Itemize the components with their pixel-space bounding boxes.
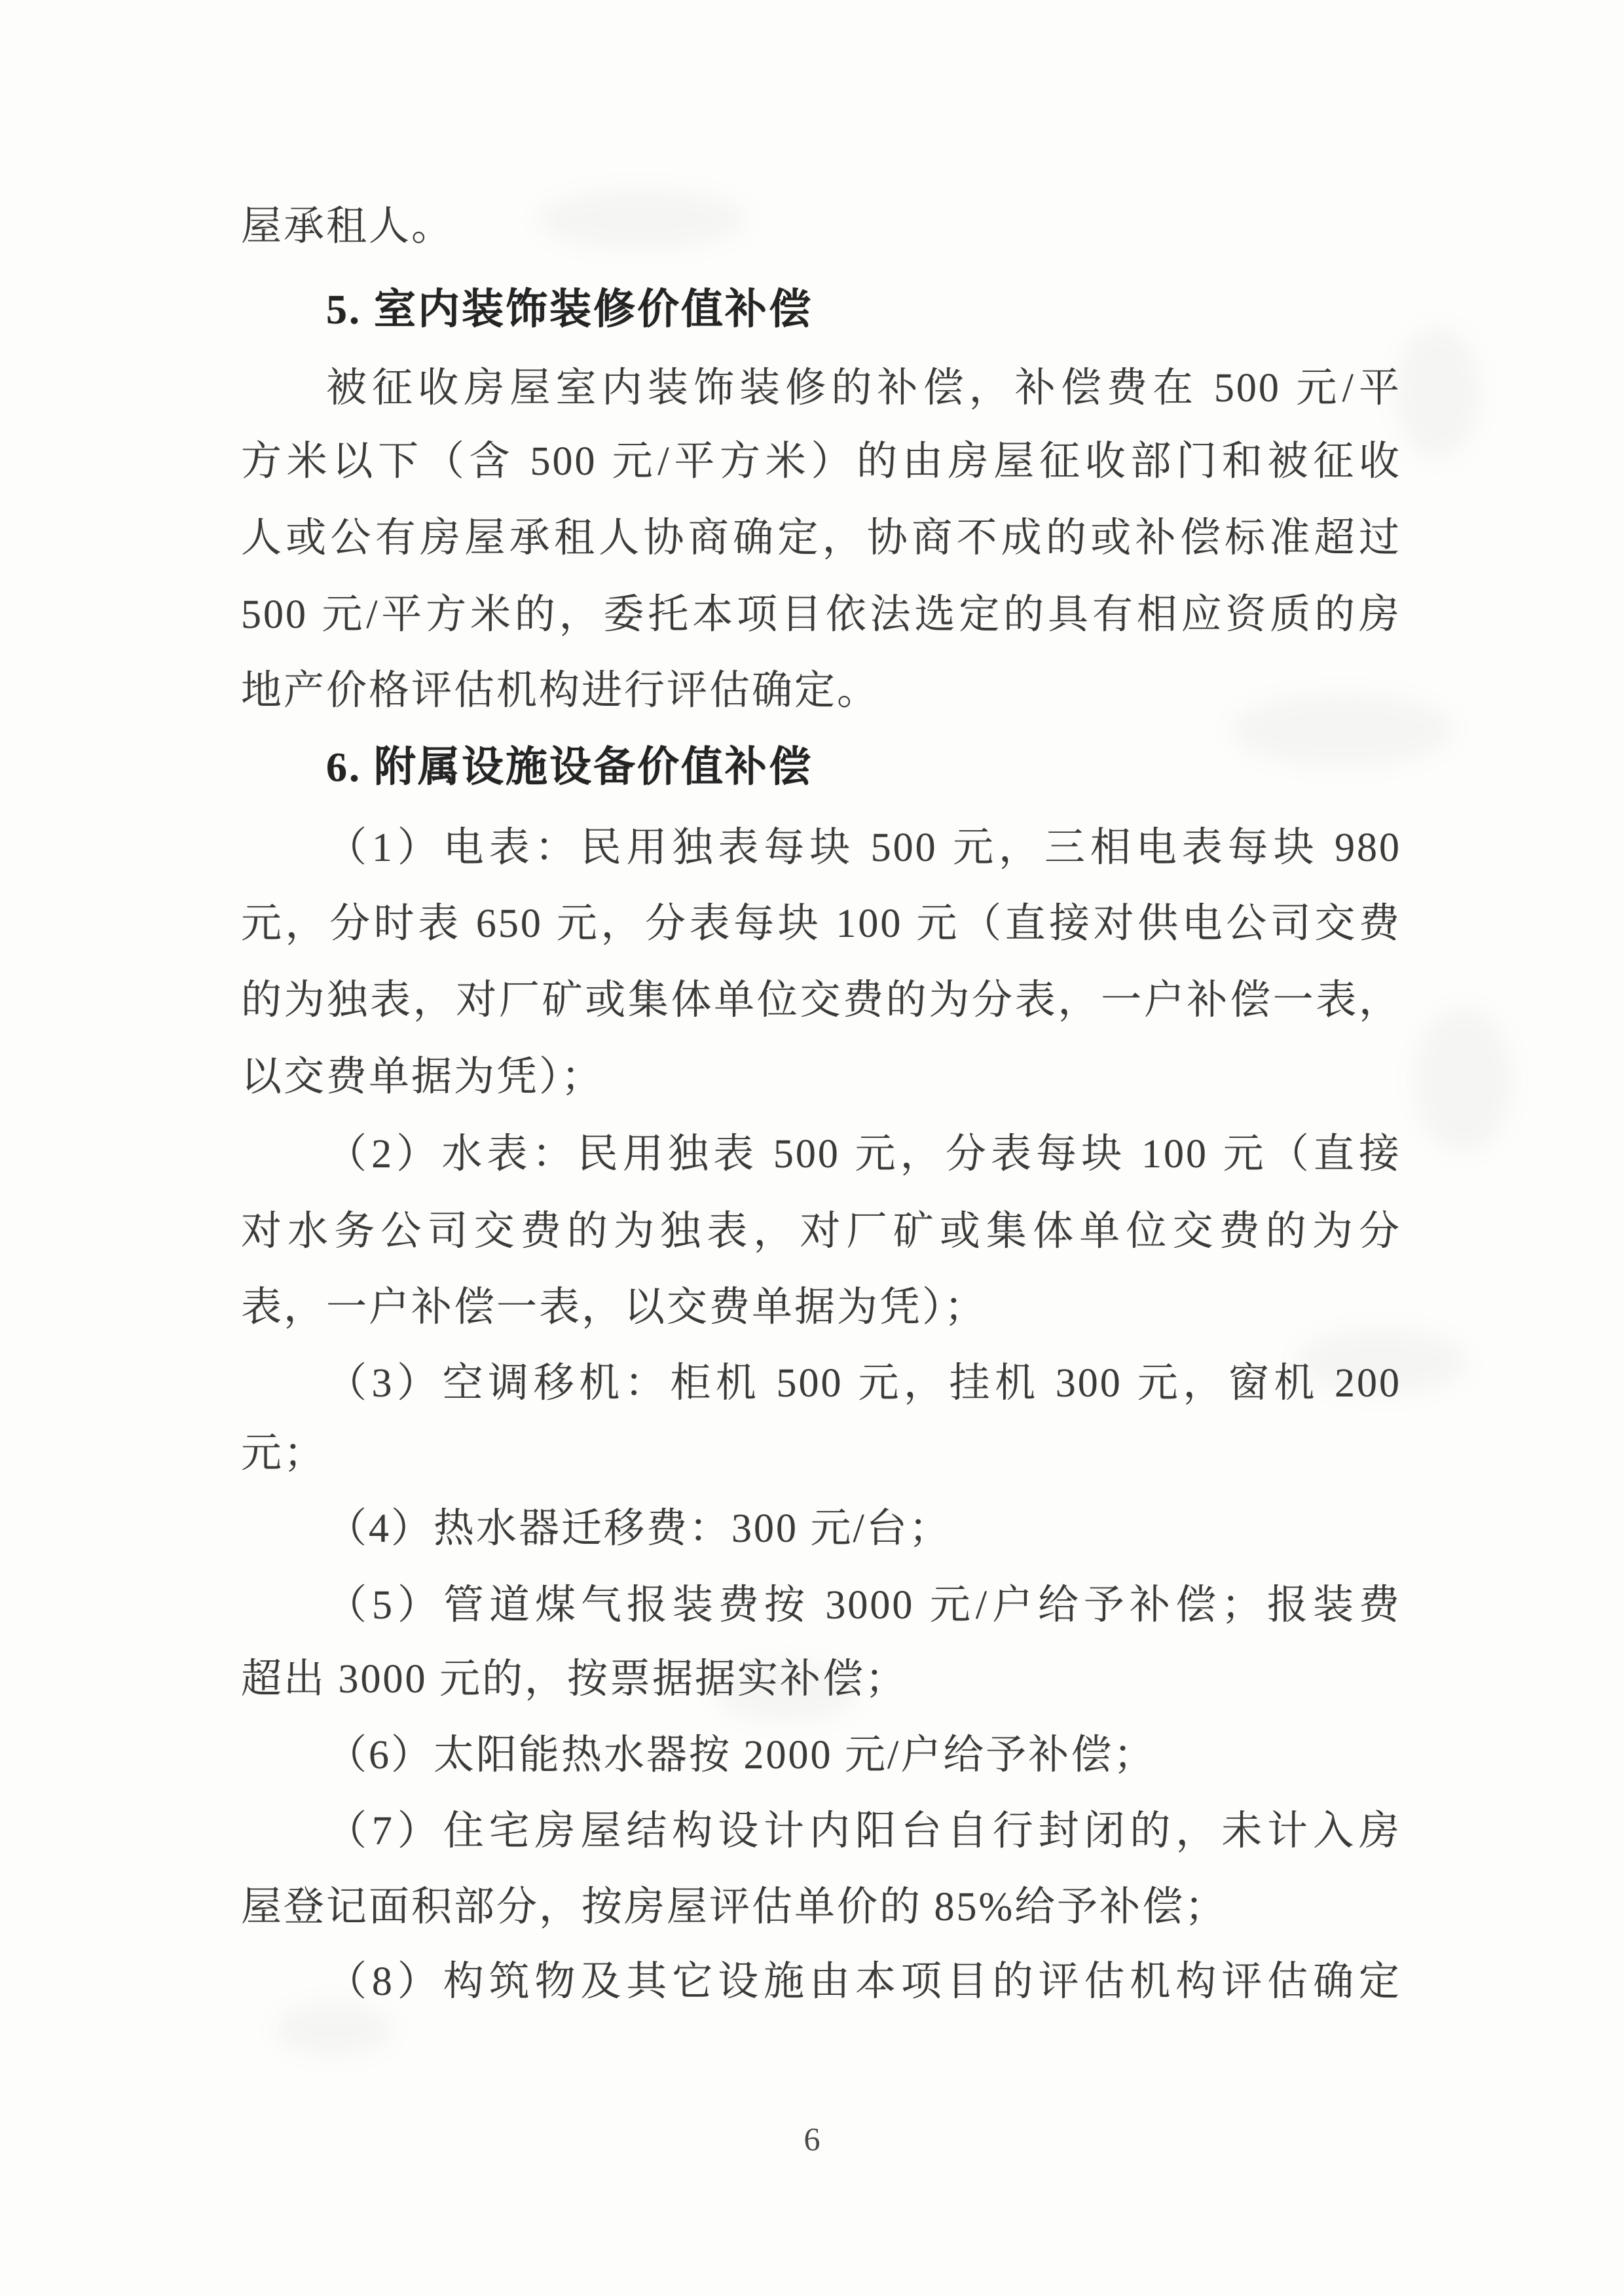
text-line: 屋承租人。 (241, 204, 454, 249)
text-line: 屋登记面积部分，按房屋评估单价的 85%给予补偿； (241, 1885, 1228, 1929)
text-line: （8）构筑物及其它设施由本项目的评估机构评估确定 (326, 1959, 1401, 2004)
section-heading-6: 6. 附属设施设备价值补偿 (326, 744, 813, 790)
text-line: 被征收房屋室内装饰装修的补偿，补偿费在 500 元/平 (326, 366, 1401, 410)
text-line: （2）水表：民用独表 500 元，分表每块 100 元（直接 (326, 1132, 1401, 1176)
text-line: （4）热水器迁移费：300 元/台； (326, 1506, 951, 1551)
text-line: 超出 3000 元的，按票据据实补偿； (241, 1657, 908, 1702)
page-number: 6 (803, 2121, 821, 2157)
scan-artifact (1395, 327, 1480, 458)
text-line: 500 元/平方米的，委托本项目依法选定的具有相应资质的房 (241, 592, 1401, 637)
text-line: （7）住宅房屋结构设计内阳台自行封闭的，未计入房 (326, 1809, 1401, 1853)
text-line: 地产价格评估机构进行评估确定。 (241, 668, 880, 713)
text-line: （5）管道煤气报装费按 3000 元/户给予补偿；报装费 (326, 1583, 1401, 1628)
text-line: 以交费单据为凭）； (241, 1055, 604, 1099)
text-line: 元； (241, 1431, 327, 1476)
text-line: （6）太阳能热水器按 2000 元/户给予补偿； (326, 1733, 1156, 1777)
scan-artifact (275, 2003, 393, 2056)
text-line: 的为独表，对厂矿或集体单位交费的为分表，一户补偿一表， (241, 978, 1401, 1023)
text-line: （3）空调移机：柜机 500 元，挂机 300 元，窗机 200 (326, 1361, 1401, 1406)
scan-artifact (1414, 1008, 1513, 1152)
text-line: （1）电表：民用独表每块 500 元，三相电表每块 980 (326, 826, 1401, 870)
text-line: 元，分时表 650 元，分表每块 100 元（直接对供电公司交费 (241, 902, 1401, 946)
text-line: 对水务公司交费的为独表，对厂矿或集体单位交费的为分 (241, 1209, 1401, 1254)
section-heading-5: 5. 室内装饰装修价值补偿 (326, 286, 813, 333)
text-line: 方米以下（含 500 元/平方米）的由房屋征收部门和被征收 (241, 439, 1401, 484)
text-line: 人或公有房屋承租人协商确定，协商不成的或补偿标准超过 (241, 516, 1401, 560)
text-line: 表，一户补偿一表，以交费单据为凭）； (241, 1285, 987, 1330)
